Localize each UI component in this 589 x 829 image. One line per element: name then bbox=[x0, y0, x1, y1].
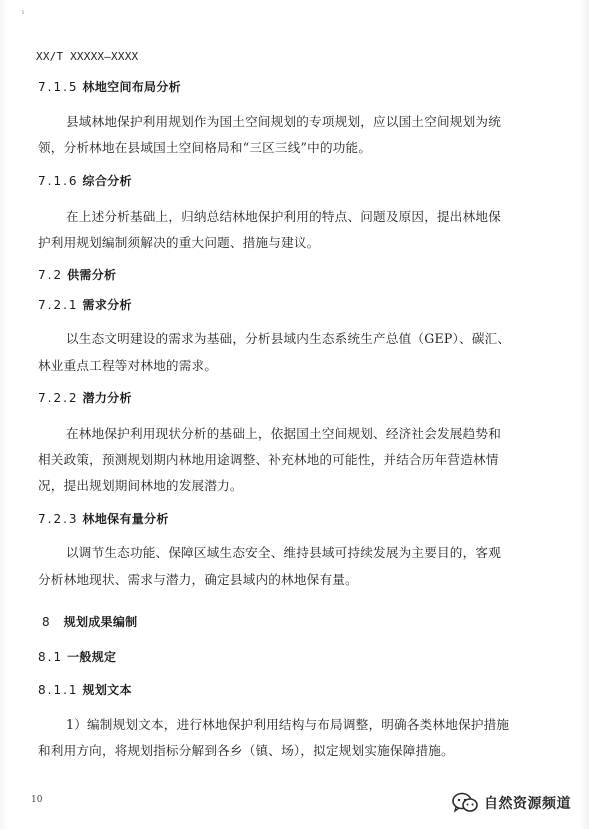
paragraph-line: 相关政策，预测规划期内林地用途调整、补充林地的可能性，并结合历年营造林情 bbox=[38, 452, 499, 467]
section-heading-8 bbox=[42, 613, 137, 630]
paragraph-line: 分析林地现状、需求与潜力，确定县域内的林地保有量。 bbox=[38, 572, 358, 587]
section-number: 8.1.1 bbox=[38, 683, 79, 697]
paragraph-line: 以调节生态功能、保障区域生态安全、维持县域可持续发展为主要目的，客观 bbox=[66, 545, 501, 560]
section-number: 7.1.5 bbox=[38, 80, 79, 94]
section-title: 需求分析 bbox=[82, 298, 132, 312]
paragraph-line: 1）编制规划文本，进行林地保护利用结构与布局调整，明确各类林地保护措施 bbox=[66, 717, 510, 732]
paragraph-line: 和利用方向，将规划指标分解到各乡（镇、场），拟定规划实施保障措施。 bbox=[38, 743, 454, 758]
paragraph-line: 护利用规划编制须解决的重大问题、措施与建议。 bbox=[38, 235, 320, 250]
watermark bbox=[452, 792, 571, 814]
section-heading-8-1-1 bbox=[38, 681, 132, 698]
section-title: 综合分析 bbox=[82, 174, 132, 188]
section-number: 7.1.6 bbox=[38, 174, 79, 188]
paragraph-line: 在上述分析基础上，归纳总结林地保护利用的特点、问题及原因，提出林地保 bbox=[66, 209, 501, 224]
page-number: 10 bbox=[31, 795, 43, 805]
paragraph-line: 以生态文明建设的需求为基础，分析县域内生态系统生产总值（GEP）、碳汇、 bbox=[66, 331, 511, 346]
section-heading-7-2-1 bbox=[38, 296, 132, 313]
paragraph-line: 领，分析林地在县域国土空间格局和“三区三线”中的功能。 bbox=[38, 140, 372, 155]
watermark-text: 自然资源频道 bbox=[484, 796, 571, 812]
section-number: 8 bbox=[42, 615, 52, 629]
section-number: 8.1 bbox=[38, 650, 64, 664]
section-number: 7.2.2 bbox=[38, 391, 79, 405]
section-heading-8-1 bbox=[38, 648, 116, 665]
section-title: 供需分析 bbox=[67, 268, 117, 282]
section-heading-7-2-2 bbox=[38, 389, 132, 406]
section-title: 林地空间布局分析 bbox=[82, 80, 181, 94]
section-heading-7-1-5 bbox=[38, 78, 181, 95]
paragraph-line: 况，提出规划期间林地的发展潜力。 bbox=[38, 478, 243, 493]
section-heading-7-2 bbox=[38, 266, 116, 283]
section-title: 规划成果编制 bbox=[63, 615, 138, 629]
section-heading-7-2-3 bbox=[38, 510, 169, 527]
paragraph-line: 林业重点工程等对林地的需求。 bbox=[38, 358, 218, 373]
paragraph-line: 在林地保护利用现状分析的基础上，依据国土空间规划、经济社会发展趋势和 bbox=[66, 426, 501, 441]
section-title: 一般规定 bbox=[67, 650, 117, 664]
section-heading-7-1-6 bbox=[38, 172, 132, 189]
section-title: 规划文本 bbox=[82, 683, 132, 697]
standard-code-header: XX/T XXXXX—XXXX bbox=[36, 50, 139, 63]
section-number: 7.2 bbox=[38, 268, 64, 282]
section-title: 林地保有量分析 bbox=[82, 512, 169, 526]
section-number: 7.2.3 bbox=[38, 512, 79, 526]
wechat-icon bbox=[452, 792, 478, 814]
section-title: 潜力分析 bbox=[82, 391, 132, 405]
paragraph-line: 县域林地保护利用规划作为国土空间规划的专项规划，应以国土空间规划为统 bbox=[66, 114, 501, 129]
scan-mark: ι bbox=[22, 8, 25, 16]
section-number: 7.2.1 bbox=[38, 298, 79, 312]
